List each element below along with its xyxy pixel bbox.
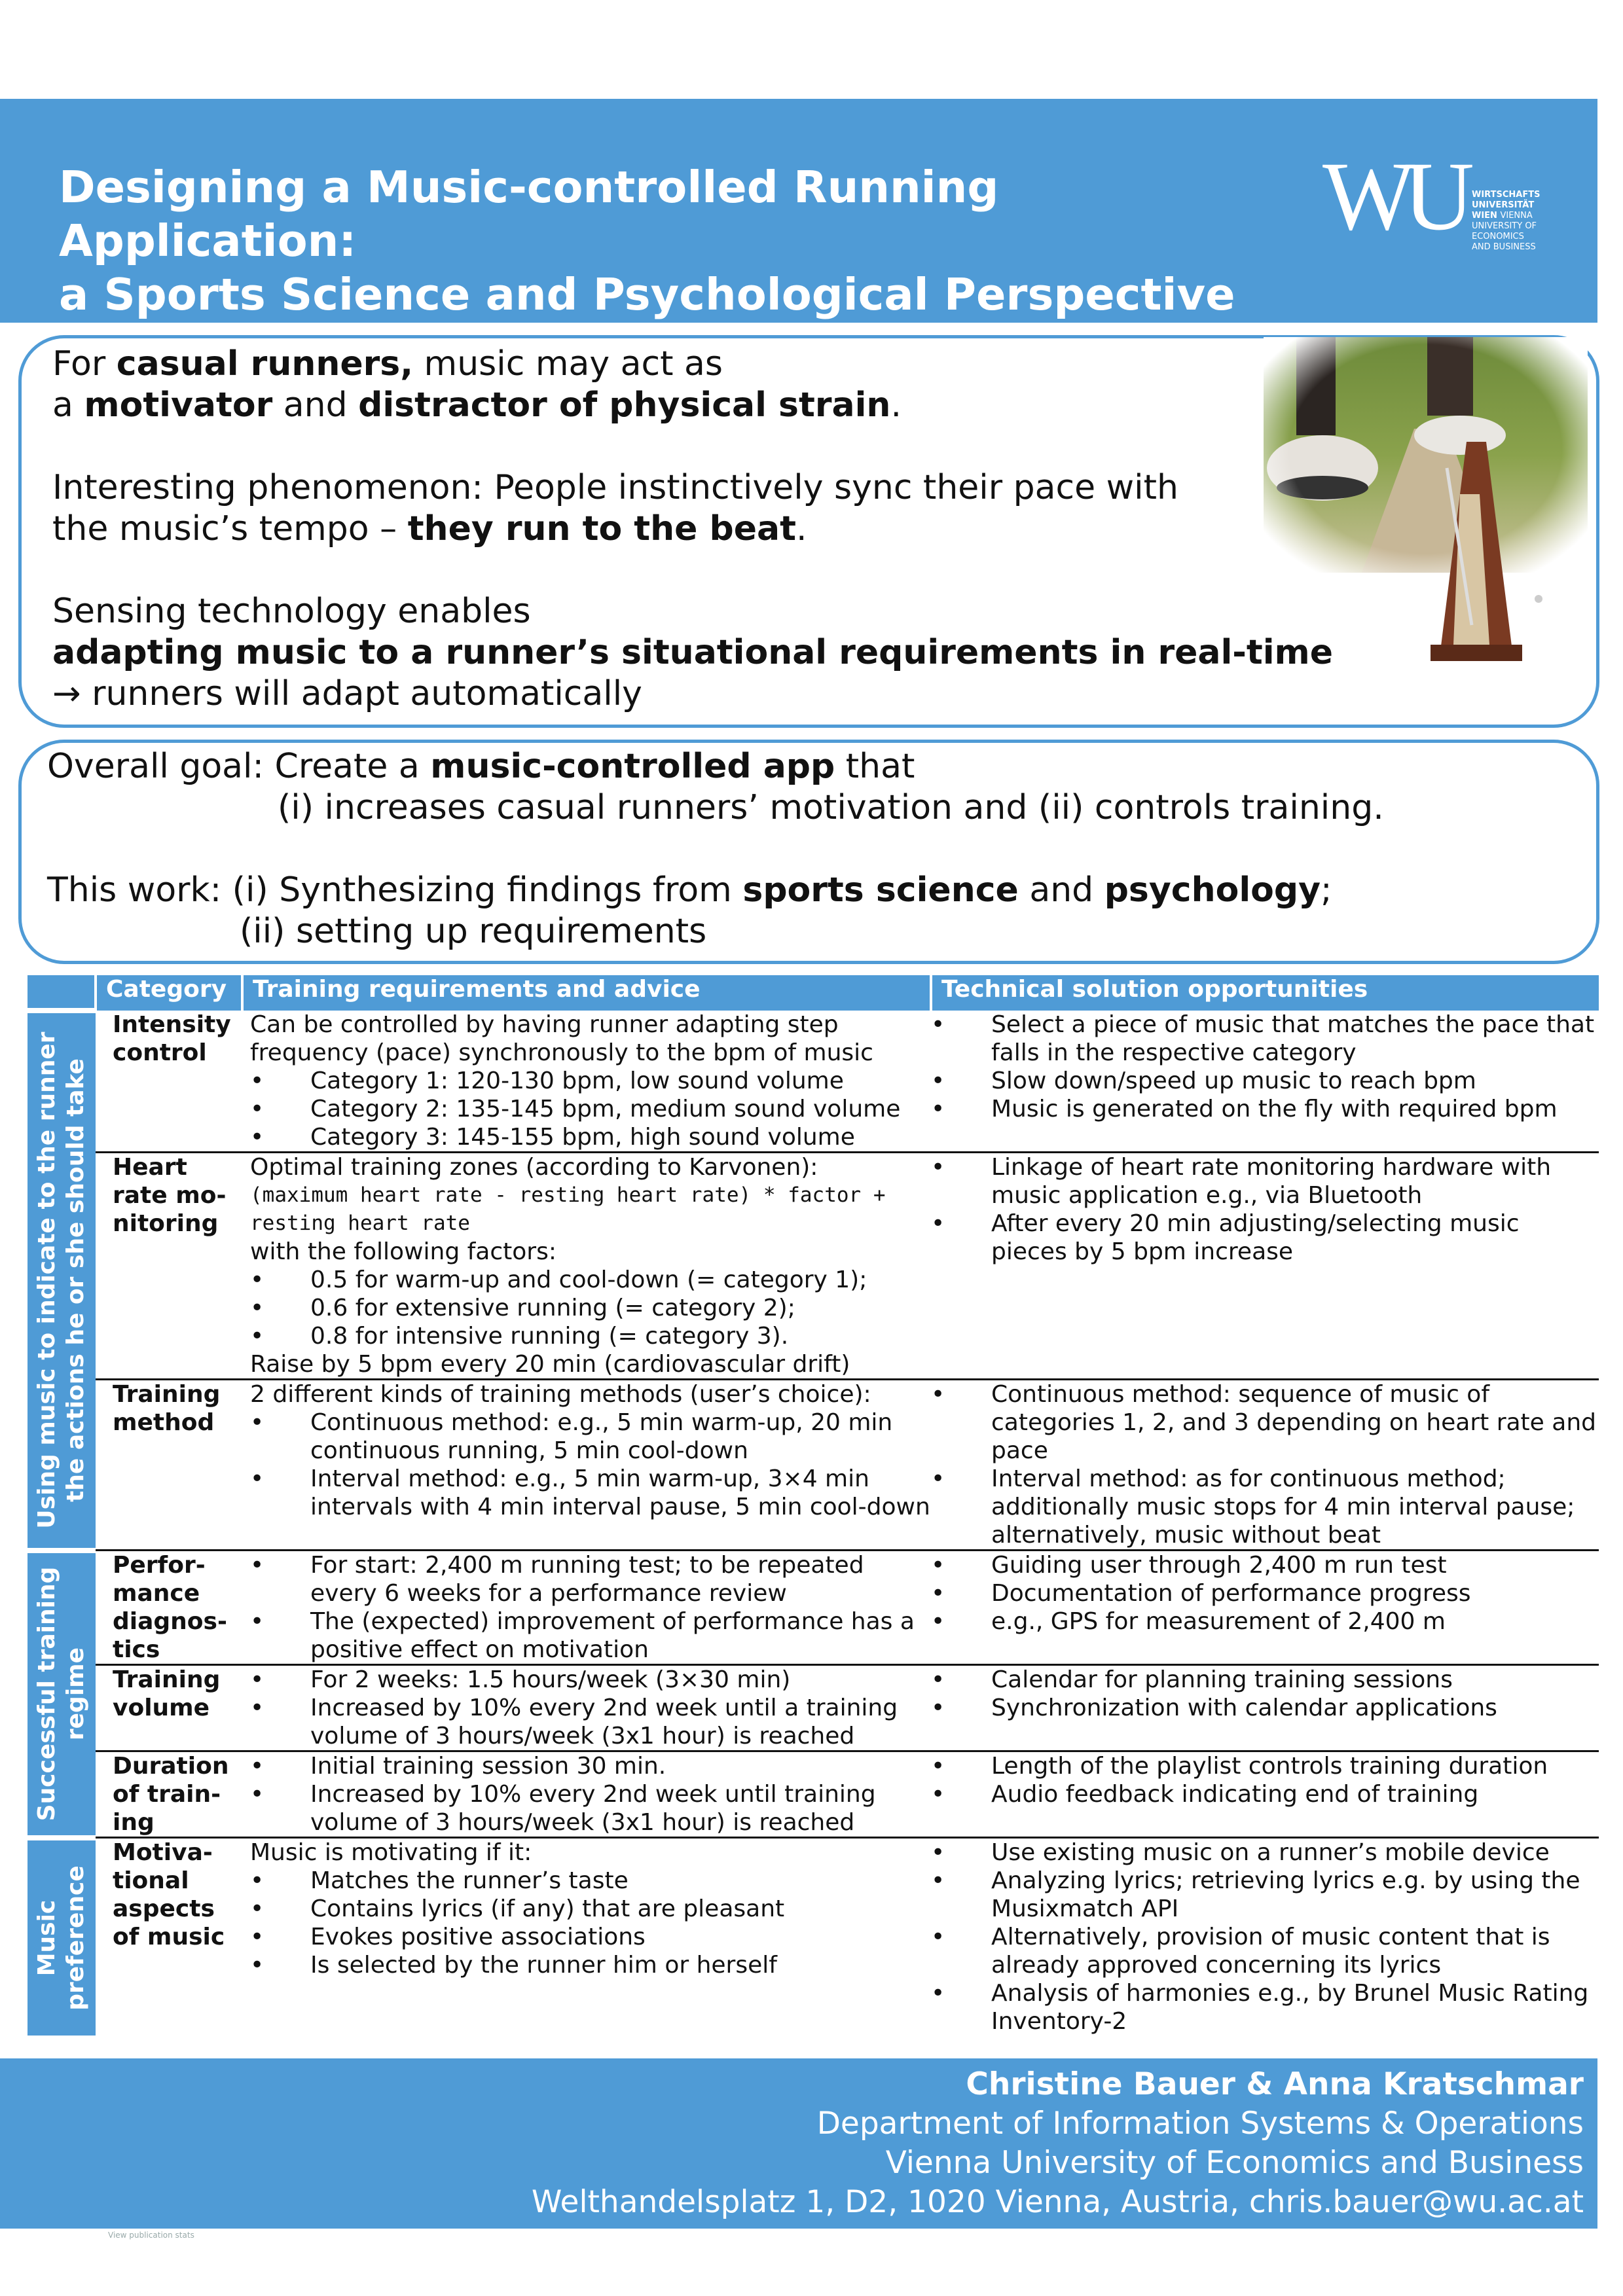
table-row bbox=[27, 1153, 1599, 1380]
list-item: • Slow down/speed up music to reach bpm bbox=[931, 1067, 1599, 1095]
intro-text: For casual runners, music may act as a motivator and distractor of physical strain. Interesting phenomenon: People instinctively sync their pace with the music’s tempo – they run to the beat. Sensing technology enables adapting music to a runner’s situational requirements in real-time → runners will adapt automatically bbox=[52, 344, 1333, 713]
list-item: • After every 20 min adjusting/selecting music pieces by 5 bpm increase bbox=[931, 1210, 1599, 1266]
table-row bbox=[27, 1838, 1599, 2036]
category-cell: Duration of train-ing bbox=[96, 1751, 242, 1838]
list-item: • Guiding user through 2,400 m run test bbox=[931, 1551, 1599, 1579]
list-item: • 0.5 for warm-up and cool-down (= category 1); bbox=[250, 1266, 931, 1294]
list-item: • Synchronization with calendar applications bbox=[931, 1694, 1599, 1722]
list-item: • Initial training session 30 min. bbox=[250, 1752, 931, 1780]
technical-cell bbox=[931, 1153, 1599, 1380]
logo-mark: WU bbox=[1322, 142, 1463, 251]
table-row bbox=[27, 1011, 1599, 1153]
table-row bbox=[27, 1551, 1599, 1665]
technical-cell bbox=[931, 1665, 1599, 1751]
requirements-table bbox=[27, 975, 1599, 2036]
list-item: • Evokes positive associations bbox=[250, 1923, 931, 1951]
list-item: • Matches the runner’s taste bbox=[250, 1867, 931, 1895]
list-item: • 0.6 for extensive running (= category 2); bbox=[250, 1294, 931, 1322]
list-item: • For 2 weeks: 1.5 hours/week (3×30 min) bbox=[250, 1666, 931, 1694]
logo-line: AND BUSINESS bbox=[1472, 242, 1536, 252]
list-item: • Interval method: e.g., 5 min warm-up, 3×4 min intervals with 4 min interval pause, 5 min cool-down bbox=[250, 1465, 931, 1521]
category-cell: Intensity control bbox=[113, 1011, 231, 1066]
list-item: • Calendar for planning training sessions bbox=[931, 1666, 1599, 1694]
category-cell: Training volume bbox=[96, 1665, 242, 1751]
list-item: • Contains lyrics (if any) that are pleasant bbox=[250, 1895, 931, 1923]
list-item: • Documentation of performance progress bbox=[931, 1579, 1599, 1607]
list-item: • Interval method: as for continuous method; additionally music stops for 4 min interval pause; alternatively, music without beat bbox=[931, 1465, 1599, 1549]
list-item: • Analyzing lyrics; retrieving lyrics e.g. by using the Musixmatch API bbox=[931, 1867, 1599, 1923]
logo-line: WIEN bbox=[1472, 211, 1497, 221]
list-item: • Analysis of harmonies e.g., by Brunel Music Rating Inventory-2 bbox=[931, 1979, 1599, 2036]
list-item: • Audio feedback indicating end of training bbox=[931, 1780, 1599, 1808]
list-item: • Select a piece of music that matches the pace that falls in the respective category bbox=[931, 1011, 1599, 1067]
list-item: • Increased by 10% every 2nd week until training volume of 3 hours/week (3x1 hour) is reached bbox=[250, 1780, 931, 1837]
technical-cell bbox=[931, 1838, 1599, 2036]
requirements-cell bbox=[242, 1751, 931, 1838]
requirements-cell bbox=[242, 1551, 931, 1665]
karvonen-formula: (maximum heart rate - resting heart rate) * factor + resting heart rate bbox=[250, 1183, 886, 1235]
logo-line: UNIVERSITY OF bbox=[1472, 221, 1537, 231]
header-requirements: Training requirements and advice bbox=[242, 975, 931, 1011]
table-header-row bbox=[27, 975, 1599, 1011]
logo-text bbox=[1472, 190, 1540, 253]
logo-line: WIRTSCHAFTS bbox=[1472, 190, 1541, 200]
table-row bbox=[27, 1665, 1599, 1751]
technical-cell bbox=[931, 1011, 1599, 1153]
technical-cell bbox=[931, 1751, 1599, 1838]
list-item: • 0.8 for intensive running (= category 3). bbox=[250, 1322, 931, 1350]
table-row bbox=[27, 1751, 1599, 1838]
title-line-2: a Sports Science and Psychological Perspective bbox=[59, 269, 1235, 320]
requirements-cell: Optimal training zones (according to Karvonen): (maximum heart rate - resting heart rate) * factor + resting heart rate with the following factors: • 0.5 for warm-up and cool-down (= category 1); • 0.6 for extensive running (= category 2); • 0.8 for intensive running (= category 3). Raise by 5 bpm every 20 min (cardiovascular drift) bbox=[242, 1153, 931, 1380]
list-item: • Increased by 10% every 2nd week until a training volume of 3 hours/week (3x1 hour) is reached bbox=[250, 1694, 931, 1750]
requirements-cell: Music is motivating if it: • Matches the runner’s taste • Contains lyrics (if any) that are pleasant • Evokes positive associations • Is selected by the runner him or herself bbox=[242, 1838, 931, 2036]
technical-cell bbox=[931, 1551, 1599, 1665]
category-cell: Heart rate mo-nitoring bbox=[96, 1153, 242, 1380]
category-cell: Training method bbox=[96, 1380, 242, 1551]
list-item: • Use existing music on a runner’s mobile device bbox=[931, 1839, 1599, 1867]
poster-title bbox=[59, 160, 1303, 321]
publication-stats-link[interactable]: View publication stats bbox=[108, 2231, 194, 2240]
header-blank-cell bbox=[27, 975, 96, 1011]
wu-logo bbox=[1322, 142, 1584, 278]
list-item: • Category 1: 120-130 bpm, low sound volume bbox=[250, 1067, 931, 1095]
runner-metronome-photo bbox=[1264, 337, 1588, 677]
requirements-cell: 2 different kinds of training methods (user’s choice): • Continuous method: e.g., 5 min warm-up, 20 min continuous running, 5 min cool-down • Interval method: e.g., 5 min warm-up, 3×4 min intervals with 4 min interval pause, 5 min cool-down bbox=[242, 1380, 931, 1551]
list-item: • e.g., GPS for measurement of 2,400 m bbox=[931, 1607, 1599, 1636]
goal-text: Overall goal: Create a music-controlled app that (i) increases casual runners’ motivation and (ii) controls training. This work: (i) Synthesizing findings from sports science and psychology; (ii) setting up requirements bbox=[47, 747, 1384, 951]
technical-cell bbox=[931, 1380, 1599, 1551]
address: Welthandelsplatz 1, D2, 1020 Vienna, Austria, chris.bauer@wu.ac.at bbox=[531, 2184, 1584, 2220]
logo-line: ECONOMICS bbox=[1472, 232, 1524, 242]
department: Department of Information Systems & Operations bbox=[816, 2106, 1584, 2142]
category-cell: Perfor-mance diagnos-tics bbox=[96, 1551, 242, 1665]
group-label-training-regime: Successful training regime bbox=[27, 1551, 96, 1838]
university: Vienna University of Economics and Business bbox=[885, 2145, 1584, 2181]
list-item: • Linkage of heart rate monitoring hardware with music application e.g., via Bluetooth bbox=[931, 1153, 1599, 1210]
authors: Christine Bauer & Anna Kratschmar bbox=[966, 2066, 1584, 2102]
list-item: • Alternatively, provision of music content that is already approved concerning its lyrics bbox=[931, 1923, 1599, 1979]
logo-line: UNIVERSITÄT bbox=[1472, 200, 1535, 210]
category-cell: Motiva-tional aspects of music bbox=[96, 1838, 242, 2036]
logo-line: VIENNA bbox=[1500, 211, 1533, 221]
list-item: • Music is generated on the fly with required bpm bbox=[931, 1095, 1599, 1123]
list-item: • The (expected) improvement of performance has a positive effect on motivation bbox=[250, 1607, 931, 1664]
list-item: • Is selected by the runner him or herself bbox=[250, 1951, 931, 1979]
group-label-music-preference: Music preference bbox=[27, 1838, 96, 2036]
list-item: • Continuous method: sequence of music of categories 1, 2, and 3 depending on heart rate and pace bbox=[931, 1380, 1599, 1465]
list-item: • For start: 2,400 m running test; to be repeated every 6 weeks for a performance review bbox=[250, 1551, 931, 1607]
list-item: • Length of the playlist controls training duration bbox=[931, 1752, 1599, 1780]
list-item: • Category 2: 135-145 bpm, medium sound volume bbox=[250, 1095, 931, 1123]
requirements-cell: Can be controlled by having runner adapting step frequency (pace) synchronously to the bpm of music • Category 1: 120-130 bpm, low sound volume • Category 2: 135-145 bpm, medium sound volume • Category 3: 145-155 bpm, high sound volume bbox=[242, 1011, 931, 1153]
requirements-cell bbox=[242, 1665, 931, 1751]
footer-text bbox=[532, 2065, 1584, 2222]
group-label-music-actions: Using music to indicate to the runner the actions he or she should take bbox=[27, 1011, 96, 1551]
header-technical: Technical solution opportunities bbox=[931, 975, 1599, 1011]
title-line-1: Designing a Music-controlled Running Application: bbox=[59, 162, 999, 266]
table-row bbox=[27, 1380, 1599, 1551]
list-item: • Continuous method: e.g., 5 min warm-up, 20 min continuous running, 5 min cool-down bbox=[250, 1408, 931, 1465]
header-category: Category bbox=[96, 975, 242, 1011]
list-item: • Category 3: 145-155 bpm, high sound volume bbox=[250, 1123, 931, 1151]
